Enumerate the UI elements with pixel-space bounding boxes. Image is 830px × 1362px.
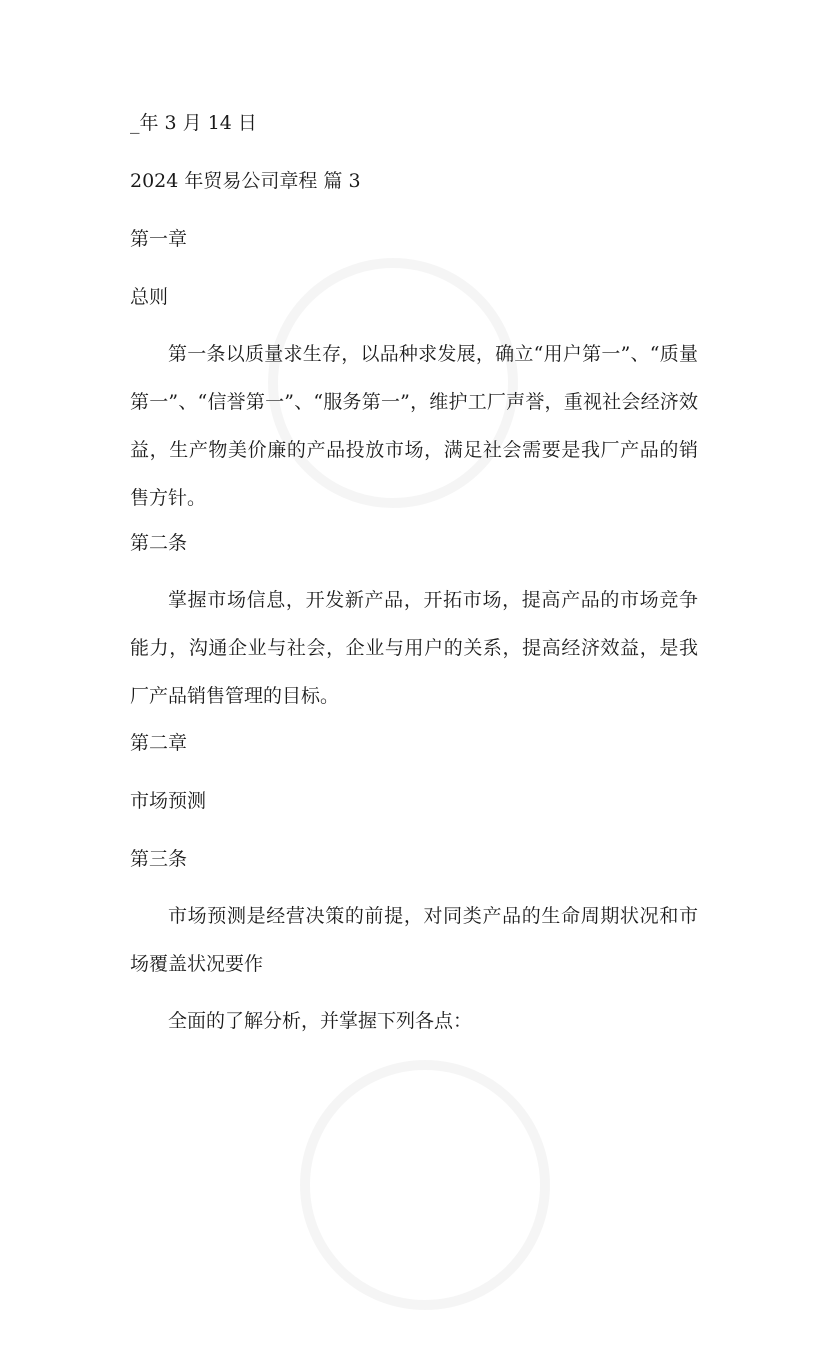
chapter-2-name: 市场预测 [130,790,207,812]
chapter-2-heading: 第二章 [130,732,188,754]
document-title: 2024 年贸易公司章程 篇 3 [130,170,361,192]
article-3-text: 市场预测是经营决策的前提，对同类产品的生命周期状况和市场覆盖状况要作 [130,905,698,975]
date-line: _年 3 月 14 日 [130,112,257,134]
article-2-text: 掌握市场信息，开发新产品，开拓市场，提高产品的市场竞争能力，沟通企业与社会，企业与用户的关系，提高经济效益，是我厂产品销售管理的目标。 [130,589,698,707]
article-3-heading: 第三条 [130,848,188,870]
chapter-1-name: 总则 [130,286,169,308]
article-3-continuation: 全面的了解分析，并掌握下列各点： [168,1010,473,1032]
article-1-text: 第一条以质量求生存，以品种求发展，确立“用户第一”、“质量第一”、“信誉第一”、“服务第一”，维护工厂声誉，重视社会经济效益，生产物美价廉的产品投放市场，满足社会需要是我厂产品的销售方针。 [130,343,698,509]
chapter-1-heading: 第一章 [130,228,188,250]
article-2-heading: 第二条 [130,532,188,554]
watermark-ring-bottom [248,1008,602,1362]
